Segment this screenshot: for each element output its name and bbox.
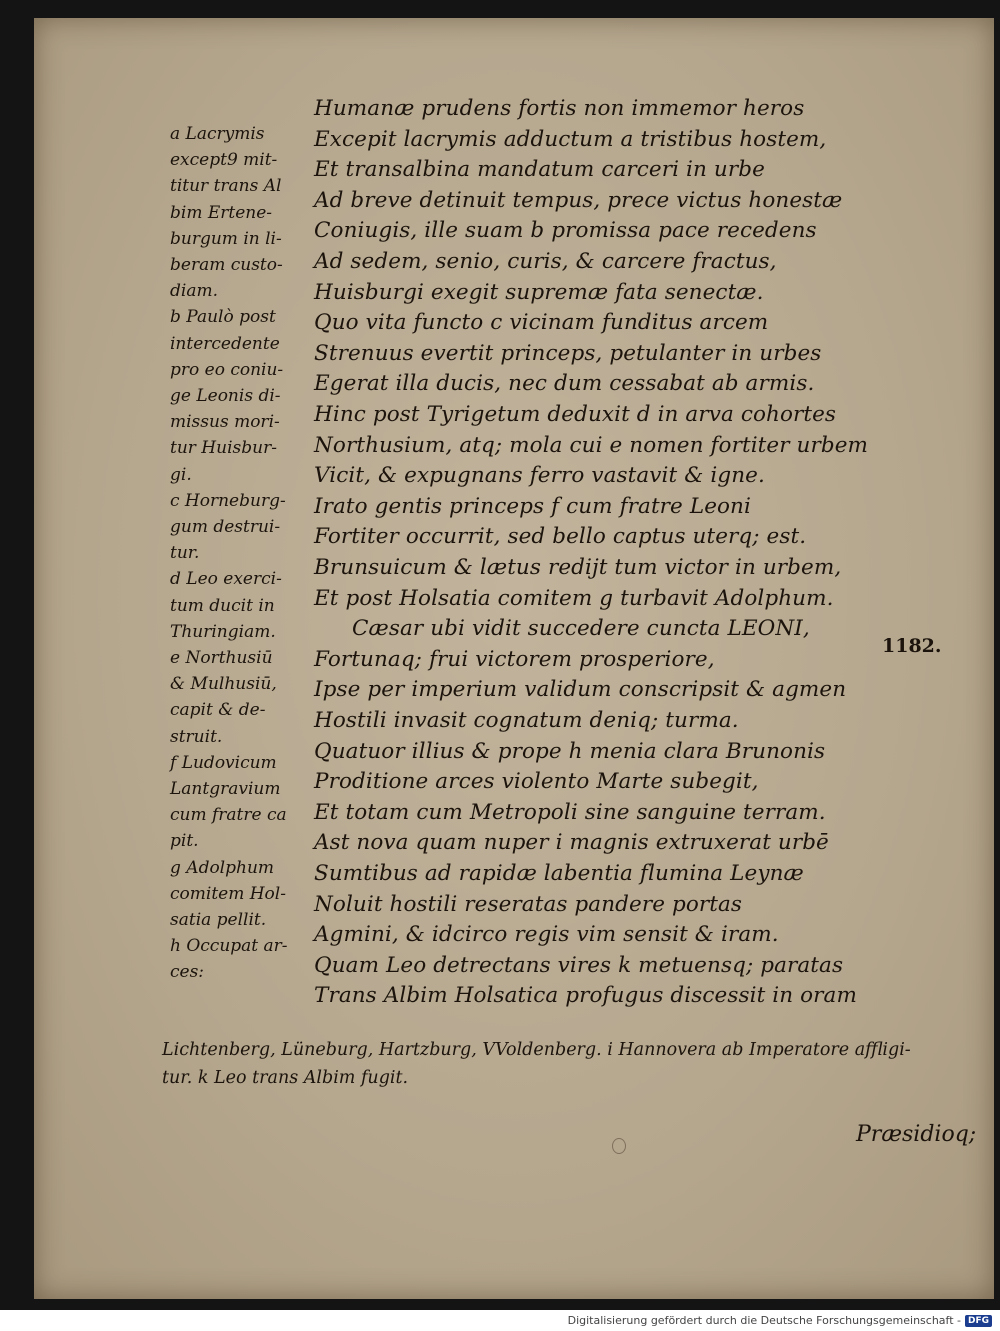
margin-note-line: comitem Hol- [170,883,286,904]
verse-line: Et totam cum Metropoli sine sanguine terram. [314,799,826,825]
verse-line: Sumtibus ad rapidæ labentia flumina Leynæ [314,861,804,886]
margin-note-line: titur trans Al [170,176,282,197]
verse-line: Et post Holsatia comitem g turbavit Adolphum. [314,585,834,611]
faint-circle-mark [612,1138,626,1154]
verse-line: Ad breve detinuit tempus, prece victus honestæ [314,187,843,213]
bottom-note-line: Lichtenberg, Lüneburg, Hartzburg, VVoldenberg. i Hannovera ab Imperatore affligi- [162,1040,911,1060]
margin-note-line: Lantgravium [170,779,281,799]
verse-line: Ipse per imperium validum conscripsit & agmen [314,677,847,703]
bottom-note-line: tur. k Leo trans Albim fugit. [162,1068,409,1088]
margin-note-line: ces: [170,962,205,983]
margin-note-line: e Northusiū [170,648,273,668]
verse-line: Quo vita functo c vicinam funditus arcem [314,310,769,336]
margin-note-line: b Paulò post [170,307,276,328]
verse-line: Brunsuicum & lætus redijt tum victor in urbem, [314,555,842,580]
margin-note-line: capit & de- [170,700,266,721]
margin-note-line: pro eo coniu- [170,359,284,380]
margin-note-line: cum fratre ca [170,805,287,826]
verse-line: Cæsar ubi vidit succedere cuncta LEONI, [352,616,810,642]
margin-note-line: diam. [170,281,218,302]
margin-note-line: tur. [170,543,200,564]
margin-note-line: gum destrui- [170,517,281,537]
margin-note-line: struit. [170,726,223,747]
verse-line: Agmini, & idcirco regis vim sensit & iram. [314,922,779,948]
verse-line: Ast nova quam nuper i magnis extruxerat urbē [314,830,829,856]
margin-note-line: gi. [170,464,192,485]
dfg-logo-icon: DFG [965,1315,992,1327]
margin-note-line: beram custo- [170,255,283,275]
footer-text: Digitalisierung gefördert durch die Deutsche Forschungsgemeinschaft - [567,1314,961,1327]
verse-line: Strenuus evertit princeps, petulanter in urbes [314,340,822,366]
page-scan [34,18,994,1299]
margin-note-line: tum ducit in [170,595,275,616]
margin-note-line: Thuringiam. [170,621,276,642]
verse-line: Ad sedem, senio, curis, & carcere fractus, [314,249,777,274]
margin-note-line: d Leo exerci- [170,569,282,590]
verse-line: Hinc post Tyrigetum deduxit d in arva cohortes [314,402,837,427]
verse-line: Fortunaq; frui victorem prosperiore, [314,646,715,672]
margin-note-line: bim Ertene- [170,202,273,223]
margin-note-line: & Mulhusiū, [170,674,277,695]
verse-line: Quam Leo detrectans vires k metuensq; paratas [314,952,844,978]
verse-line: Excepit lacrymis adductum a tristibus hostem, [314,126,827,152]
margin-note-line: intercedente [170,333,280,354]
verse-line: Et transalbina mandatum carceri in urbe [314,157,765,183]
verse-line: Northusium, atq; mola cui e nomen fortiter urbem [314,432,869,458]
verse-line: Humanæ prudens fortis non immemor heros [314,96,805,121]
margin-note-line: satia pellit. [170,910,267,930]
verse-line: Huisburgi exegit supremæ fata senectæ. [314,279,764,305]
verse-line: Egerat illa ducis, nec dum cessabat ab armis. [314,371,815,397]
margin-note-line: ge Leonis di- [170,386,281,406]
margin-note-line: except9 mit- [170,150,278,171]
verse-line: Coniugis, ille suam b promissa pace recedens [314,218,817,244]
verse-line: Irato gentis princeps f cum fratre Leoni [314,493,751,519]
verse-line: Quatuor illius & prope h menia clara Brunonis [314,738,826,764]
margin-note-line: burgum in li- [170,228,282,249]
margin-year: 1182. [882,635,942,657]
margin-note-line: a Lacrymis [170,124,265,144]
verse-line: Trans Albim Holsatica profugus discessit in oram [314,983,857,1009]
margin-note-line: c Horneburg- [170,490,286,511]
margin-note-line: h Occupat ar- [170,936,288,957]
margin-note-line: g Adolphum [170,857,275,878]
catchword: Præsidioq; [856,1122,977,1147]
verse-line: Hostili invasit cognatum deniq; turma. [314,708,739,733]
margin-note-line: f Ludovicum [170,752,277,773]
verse-line: Noluit hostili reseratas pandere portas [314,891,743,917]
footer [568,1314,992,1327]
margin-note-line: pit. [170,831,199,852]
verse-line: Proditione arces violento Marte subegit, [314,769,759,795]
verse-line: Vicit, & expugnans ferro vastavit & igne. [314,463,765,489]
margin-note-line: tur Huisbur- [170,438,277,459]
verse-line: Fortiter occurrit, sed bello captus uterq; est. [314,524,807,550]
margin-note-line: missus mori- [170,412,280,433]
